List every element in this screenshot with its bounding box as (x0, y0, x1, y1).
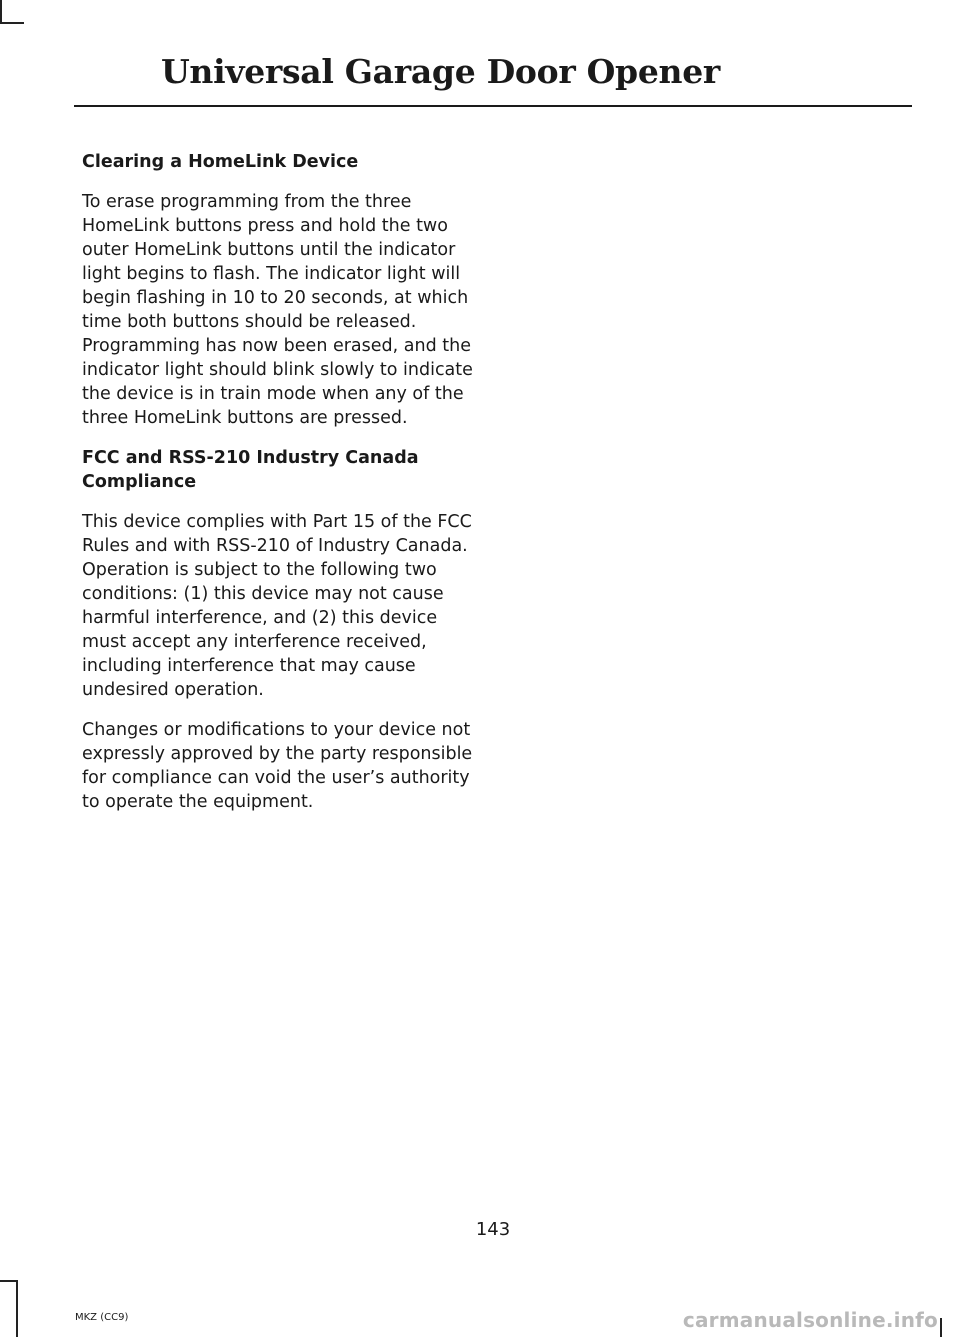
watermark-text: carmanualsonline.info (682, 1308, 938, 1332)
page-title: Universal Garage Door Opener (160, 52, 720, 91)
section-paragraph: To erase programming from the three HomeLink buttons press and hold the two outer HomeLink buttons until the indicator light begins to flash. The indicator light will begin flashing in 10 to 20 seconds, at which time both buttons should be released. Programming has now been erased, and the indicator light should blink slowly to indicate the device is in train mode when any of the three HomeLink buttons are pressed. (82, 192, 473, 428)
crop-mark-top-left-horizontal (0, 22, 24, 24)
page-number: 143 (475, 1219, 511, 1240)
crop-mark-top-left-vertical (0, 0, 2, 22)
crop-mark-bottom-right-vertical (940, 1318, 942, 1337)
section-clearing-homelink (82, 150, 478, 430)
model-code: MKZ (CC9) (75, 1312, 129, 1323)
section-heading: FCC and RSS-210 Industry Canada Compliance (82, 448, 419, 492)
main-content (82, 150, 478, 830)
section-heading: Clearing a HomeLink Device (82, 152, 359, 172)
section-paragraph: This device complies with Part 15 of the FCC Rules and with RSS-210 of Industry Canada. Operation is subject to the following two conditions: (1) this device may not cause harmful interference, and (2) this device must accept any interference received, including interference that may cause undesired operation. (82, 512, 472, 700)
header-rule (74, 105, 912, 107)
section-paragraph: Changes or modifications to your device not expressly approved by the party responsible for compliance can void the user’s authority to operate the equipment. (82, 720, 473, 812)
crop-mark-bottom-left-vertical (16, 1280, 18, 1337)
section-fcc-compliance (82, 446, 478, 814)
